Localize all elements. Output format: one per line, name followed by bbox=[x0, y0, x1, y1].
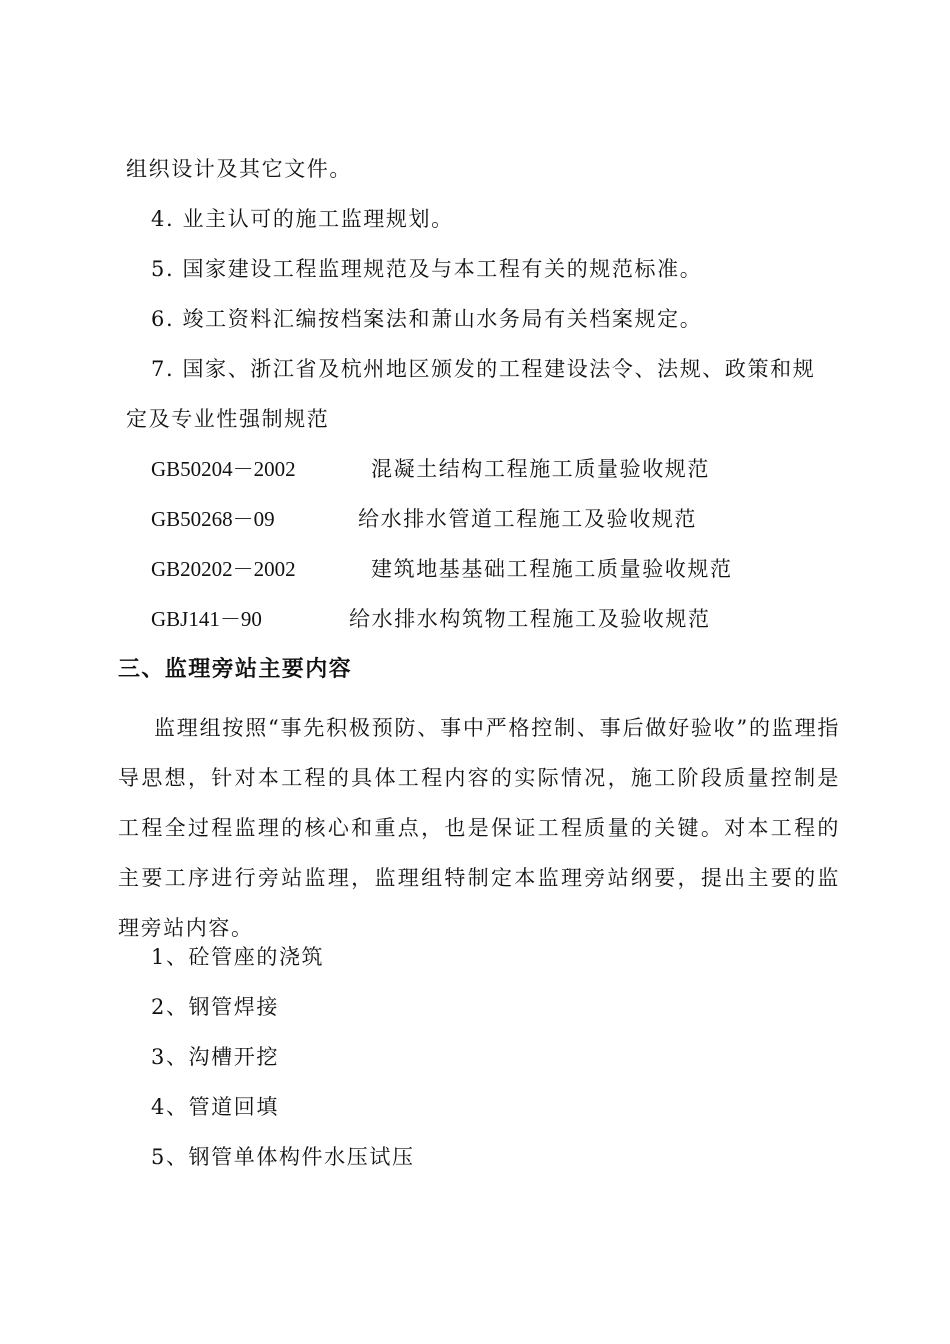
basis-item-7-line1: 7. 国家、浙江省及杭州地区颁发的工程建设法令、法规、政策和规 bbox=[151, 357, 816, 381]
supervision-item: 5、钢管单体构件水压试压 bbox=[151, 1145, 415, 1169]
standard-code: GB20202－2002 bbox=[151, 557, 296, 581]
supervision-item: 2、钢管焊接 bbox=[151, 995, 279, 1019]
supervision-item: 4、管道回填 bbox=[151, 1095, 279, 1119]
standard-title: 混凝土结构工程施工质量验收规范 bbox=[371, 457, 710, 481]
standard-title: 给水排水构筑物工程施工及验收规范 bbox=[349, 607, 711, 631]
standard-title: 建筑地基基础工程施工质量验收规范 bbox=[371, 557, 733, 581]
basis-item-7-line2: 定及专业性强制规范 bbox=[126, 407, 330, 431]
supervision-item: 3、沟槽开挖 bbox=[151, 1045, 279, 1069]
continuation-line: 组织设计及其它文件。 bbox=[126, 157, 352, 181]
standard-title: 给水排水管道工程施工及验收规范 bbox=[358, 507, 697, 531]
section-heading: 三、监理旁站主要内容 bbox=[118, 656, 353, 682]
standard-code: GB50268－09 bbox=[151, 507, 275, 531]
section-paragraph: 监理组按照“事先积极预防、事中严格控制、事后做好验收”的监理指导思想，针对本工程的具体工程内容的实际情况，施工阶段质量控制是工程全过程监理的核心和重点，也是保证工程质量的关键。对本工程的主要工序进行旁站监理，监理组特制定本监理旁站纲要，提出主要的监理旁站内容。 bbox=[118, 716, 840, 940]
basis-item-5: 5. 国家建设工程监理规范及与本工程有关的规范标准。 bbox=[151, 257, 703, 281]
supervision-item: 1、砼管座的浇筑 bbox=[151, 945, 325, 969]
basis-item-4: 4. 业主认可的施工监理规划。 bbox=[151, 207, 454, 231]
standard-code: GBJ141－90 bbox=[151, 607, 262, 631]
standard-code: GB50204－2002 bbox=[151, 457, 296, 481]
basis-item-6: 6. 竣工资料汇编按档案法和萧山水务局有关档案规定。 bbox=[151, 307, 703, 331]
